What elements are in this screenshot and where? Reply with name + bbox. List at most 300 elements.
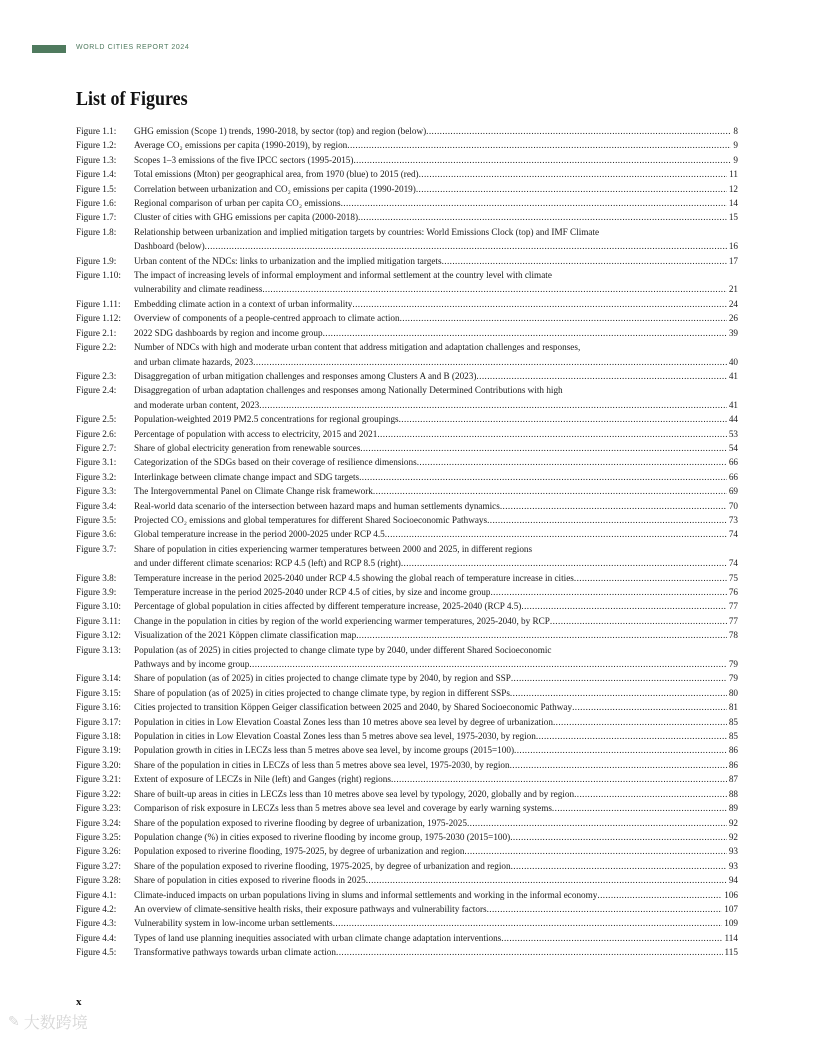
figure-page-number[interactable]: 9 [733, 154, 738, 165]
figure-caption-text: Percentage of global population in cities affected by different temperature increase, 2025-2040 (RCP 4.5) [134, 601, 522, 612]
figure-caption-line [134, 470, 738, 484]
figure-page-number[interactable]: 79 [728, 673, 738, 684]
figure-page-number[interactable]: 93 [728, 860, 738, 871]
figure-caption-line [134, 931, 738, 945]
dot-leader [501, 931, 722, 945]
figure-caption-text: Pathways and by income group [134, 659, 250, 670]
figure-caption [134, 542, 738, 571]
figure-entry[interactable] [76, 513, 738, 527]
figure-caption-text: Share of population (as of 2025) in cities projected to change climate type, by region in different SSPs [134, 687, 510, 698]
dot-leader [359, 470, 727, 484]
figure-entry[interactable] [76, 340, 738, 369]
figure-caption-line [134, 542, 738, 556]
figure-entry[interactable] [76, 585, 738, 599]
figure-caption-text: Disaggregation of urban adaptation challenges and responses among Nationally Determined Contributions with high [134, 385, 563, 396]
figure-number: Figure 3.19: [76, 745, 121, 756]
dot-leader [341, 196, 727, 210]
dot-leader [510, 686, 727, 700]
figure-entry[interactable] [76, 816, 738, 830]
figure-caption-text: Number of NDCs with high and moderate urban content that address mitigation and adaptation challenges and responses, [134, 342, 581, 353]
figure-number: Figure 3.4: [76, 500, 117, 511]
figure-caption-text: Population (as of 2025) in cities projected to change climate type by 2040, under different Shared Socioeconomic [134, 644, 552, 655]
figure-page-number[interactable]: 53 [728, 428, 738, 439]
figure-caption-line [134, 686, 738, 700]
figure-entry[interactable] [76, 686, 738, 700]
dot-leader [464, 844, 726, 858]
figure-entry[interactable] [76, 412, 738, 426]
figure-number: Figure 2.4: [76, 385, 117, 396]
figure-page-number[interactable]: 78 [728, 630, 738, 641]
figure-caption-line [134, 599, 738, 613]
figure-number: Figure 3.3: [76, 486, 117, 497]
figure-page-number[interactable]: 88 [728, 788, 738, 799]
figure-caption-text: Overview of components of a people-centred approach to climate action [134, 313, 400, 324]
figure-caption-line [134, 614, 738, 628]
figure-page-number[interactable]: 12 [728, 183, 738, 194]
figure-caption-line [134, 355, 738, 369]
dot-leader [574, 571, 727, 585]
figure-entry[interactable] [76, 873, 738, 887]
figure-caption [134, 931, 738, 945]
figure-number: Figure 1.11: [76, 298, 121, 309]
dot-leader [391, 772, 727, 786]
figure-number: Figure 3.11: [76, 615, 121, 626]
figure-caption-line [134, 830, 738, 844]
figure-number: Figure 3.1: [76, 457, 117, 468]
figure-page-number[interactable]: 77 [728, 601, 738, 612]
figure-caption-line [134, 484, 738, 498]
figure-caption-text: Share of population (as of 2025) in cities projected to change climate type by 2040, by region and SSP [134, 673, 511, 684]
figure-number: Figure 3.16: [76, 702, 121, 713]
dot-leader [385, 527, 727, 541]
figure-number: Figure 4.3: [76, 918, 117, 929]
figure-entry[interactable] [76, 441, 738, 455]
figure-number: Figure 1.1: [76, 126, 117, 136]
figure-caption [134, 441, 738, 455]
figure-number: Figure 1.2: [76, 140, 117, 151]
figure-entry[interactable] [76, 931, 738, 945]
figure-number: Figure 2.5: [76, 414, 117, 425]
figure-caption-text: Share of global electricity generation from renewable sources [134, 442, 361, 453]
header-accent-bar [32, 45, 66, 53]
figure-page-number[interactable]: 66 [728, 471, 738, 482]
figure-caption-line [134, 527, 738, 541]
figure-caption [134, 383, 738, 412]
figure-entry[interactable] [76, 254, 738, 268]
figure-entry[interactable] [76, 124, 738, 138]
figure-entry[interactable] [76, 614, 738, 628]
figure-entry[interactable] [76, 628, 738, 642]
figure-number: Figure 4.1: [76, 889, 117, 900]
figure-caption-line [134, 945, 738, 959]
figure-page-number[interactable]: 115 [724, 947, 738, 958]
figure-page-number[interactable]: 80 [728, 687, 738, 698]
figure-entry[interactable] [76, 499, 738, 513]
page-number: x [76, 996, 82, 1008]
figure-caption [134, 628, 738, 642]
figure-caption-text: Share of the population in cities in LECZs of less than 5 metres above sea level, 1975-2030, by region [134, 759, 510, 770]
dot-leader [574, 787, 727, 801]
figure-number: Figure 3.18: [76, 731, 121, 742]
figure-page-number[interactable]: 85 [728, 716, 738, 727]
figure-caption-line [134, 700, 738, 714]
figure-page-number[interactable]: 86 [728, 759, 738, 770]
figure-entry[interactable] [76, 787, 738, 801]
figure-caption-text: Global temperature increase in the period 2000-2025 under RCP 4.5 [134, 529, 385, 540]
figure-entry[interactable] [76, 643, 738, 672]
figure-number: Figure 3.6: [76, 529, 117, 540]
figure-entry[interactable] [76, 369, 738, 383]
figure-caption-text: Population in cities in Low Elevation Coastal Zones less than 5 metres above sea level, 1975-2030, by region [134, 731, 536, 742]
figure-entry[interactable] [76, 311, 738, 325]
figure-page-number[interactable]: 40 [728, 356, 738, 367]
figure-number: Figure 3.21: [76, 774, 121, 785]
figure-entry[interactable] [76, 916, 738, 930]
figure-caption [134, 758, 738, 772]
figure-number: Figure 3.9: [76, 587, 117, 597]
figure-number: Figure 2.2: [76, 342, 117, 353]
figure-number: Figure 3.24: [76, 817, 121, 828]
figure-page-number[interactable]: 92 [728, 831, 738, 842]
dot-leader [352, 297, 726, 311]
figure-entry[interactable] [76, 945, 738, 959]
figure-caption-text: Temperature increase in the period 2025-2040 under RCP 4.5 of cities, by size and income group [134, 587, 491, 597]
dot-leader [597, 888, 722, 902]
figure-caption [134, 772, 738, 786]
figure-number: Figure 1.3: [76, 154, 117, 165]
figure-page-number[interactable]: 87 [728, 774, 738, 785]
figure-caption-text: vulnerability and climate readiness [134, 284, 263, 295]
figure-caption [134, 671, 738, 685]
figure-caption-line [134, 556, 738, 570]
figure-caption-line [134, 138, 738, 152]
dot-leader [400, 311, 727, 325]
figure-caption-text: Climate-induced impacts on urban populations living in slums and informal settlements and working in the informal economy [134, 889, 598, 900]
dot-leader [572, 700, 727, 714]
figure-entry[interactable] [76, 599, 738, 613]
figure-page-number[interactable]: 77 [728, 615, 738, 626]
figure-caption-line [134, 671, 738, 685]
dot-leader [336, 945, 723, 959]
dot-leader [536, 729, 727, 743]
figure-number: Figure 3.8: [76, 572, 117, 583]
figure-caption-line [134, 729, 738, 743]
figure-page-number[interactable]: 66 [728, 457, 738, 468]
figure-entry[interactable] [76, 859, 738, 873]
figure-caption-text: Average CO₂ emissions per capita (1990-2019), by region [134, 140, 348, 151]
figure-page-number[interactable]: 107 [724, 903, 738, 914]
figure-caption-line [134, 297, 738, 311]
figure-entry[interactable] [76, 844, 738, 858]
figure-number: Figure 1.8: [76, 226, 117, 237]
figure-caption-line [134, 787, 738, 801]
figure-entry[interactable] [76, 902, 738, 916]
figure-page-number[interactable]: 74 [728, 529, 738, 540]
figure-caption [134, 801, 738, 815]
figure-caption-line [134, 455, 738, 469]
figure-caption-text: Share of population in cities exposed to riverine floods in 2025 [134, 875, 366, 886]
dot-leader [487, 902, 723, 916]
figure-page-number[interactable]: 39 [728, 327, 738, 338]
figure-caption-line [134, 772, 738, 786]
dot-leader [360, 441, 727, 455]
figure-page-number[interactable]: 94 [728, 875, 738, 886]
figure-page-number[interactable]: 26 [728, 313, 738, 324]
dot-leader [490, 585, 726, 599]
figure-caption-line [134, 268, 738, 282]
figure-caption [134, 585, 738, 599]
figure-page-number[interactable]: 74 [728, 558, 738, 569]
figure-page-number[interactable]: 89 [728, 803, 738, 814]
figure-caption-text: Population growth in cities in LECZs less than 5 metres above sea level, by income groups (2015=100) [134, 745, 515, 756]
dot-leader [521, 599, 726, 613]
figure-page-number[interactable]: 41 [728, 370, 738, 381]
figure-caption-text: Population-weighted 2019 PM2.5 concentrations for regional groupings [134, 414, 399, 425]
figure-caption-line [134, 715, 738, 729]
figure-entry[interactable] [76, 527, 738, 541]
figure-entry[interactable] [76, 484, 738, 498]
figure-page-number[interactable]: 41 [728, 399, 738, 410]
dot-leader [510, 758, 727, 772]
figure-caption-text: Interlinkage between climate change impact and SDG targets [134, 471, 360, 482]
figure-caption [134, 167, 738, 181]
figure-list [76, 124, 738, 960]
figure-entry[interactable] [76, 297, 738, 311]
figure-page-number[interactable]: 75 [728, 572, 738, 583]
figure-caption-text: The Intergovernmental Panel on Climate Change risk framework [134, 486, 373, 497]
figure-caption-text: Real-world data scenario of the intersection between hazard maps and human settlements dynamics [134, 500, 500, 511]
figure-page-number[interactable]: 106 [724, 889, 738, 900]
figure-caption-text: Correlation between urbanization and CO₂ emissions per capita (1990-2019) [134, 183, 416, 194]
figure-entry[interactable] [76, 888, 738, 902]
figure-caption-line [134, 902, 738, 916]
figure-page-number[interactable]: 21 [728, 284, 738, 295]
figure-page-number[interactable]: 93 [728, 846, 738, 857]
figure-entry[interactable] [76, 268, 738, 297]
figure-entry[interactable] [76, 729, 738, 743]
figure-entry[interactable] [76, 138, 738, 152]
dot-leader [249, 657, 726, 671]
figure-caption-text: Categorization of the SDGs based on their coverage of resilience dimensions [134, 457, 417, 468]
watermark-text: 大数跨境 [23, 1013, 88, 1032]
dot-leader [417, 455, 727, 469]
figure-caption [134, 369, 738, 383]
figure-caption [134, 455, 738, 469]
figure-page-number[interactable]: 14 [728, 198, 738, 209]
figure-caption-line [134, 873, 738, 887]
dot-leader [262, 282, 726, 296]
figure-caption-line [134, 859, 738, 873]
figure-caption [134, 124, 738, 138]
figure-caption-text: Share of population in cities experiencing warmer temperatures between 2000 and 2025, in different regions [134, 543, 533, 554]
figure-caption-text: Population exposed to riverine flooding, 1975-2025, by degree of urbanization and region [134, 846, 465, 857]
figure-number: Figure 3.27: [76, 860, 121, 871]
figure-entry[interactable] [76, 153, 738, 167]
figure-caption-text: Percentage of population with access to electricity, 2015 and 2021 [134, 428, 378, 439]
figure-page-number[interactable]: 16 [728, 241, 738, 252]
figure-caption [134, 268, 738, 297]
figure-number: Figure 1.6: [76, 198, 117, 209]
figure-caption-text: 2022 SDG dashboards by region and income group [134, 327, 323, 338]
figure-number: Figure 2.1: [76, 327, 117, 338]
figure-caption-line [134, 888, 738, 902]
figure-caption [134, 138, 738, 152]
figure-page-number[interactable]: 85 [728, 731, 738, 742]
figure-caption-line [134, 801, 738, 815]
figure-page-number[interactable]: 8 [733, 126, 738, 136]
figure-entry[interactable] [76, 427, 738, 441]
figure-page-number[interactable]: 54 [728, 442, 738, 453]
dot-leader [467, 816, 727, 830]
dot-leader [476, 369, 726, 383]
figure-caption-line [134, 628, 738, 642]
figure-number: Figure 3.13: [76, 644, 121, 655]
figure-caption-text: Disaggregation of urban mitigation challenges and responses among Clusters A and B (2023) [134, 370, 477, 381]
figure-caption [134, 297, 738, 311]
figure-caption [134, 916, 738, 930]
figure-caption-text: Change in the population in cities by region of the world experiencing warmer temperatures, 2025-2040, by RCP [134, 615, 550, 626]
figure-number: Figure 1.10: [76, 270, 121, 281]
figure-caption-text: and moderate urban content, 2023 [134, 399, 260, 410]
figure-caption-line [134, 398, 738, 412]
figure-number: Figure 4.2: [76, 903, 117, 914]
figure-caption-line [134, 254, 738, 268]
figure-entry[interactable] [76, 167, 738, 181]
figure-page-number[interactable]: 70 [728, 500, 738, 511]
figure-number: Figure 2.6: [76, 428, 117, 439]
figure-number: Figure 1.5: [76, 183, 117, 194]
figure-caption-text: Temperature increase in the period 2025-2040 under RCP 4.5 showing the global reach of temperature increase in cities [134, 572, 574, 583]
figure-caption-line [134, 167, 738, 181]
figure-number: Figure 4.5: [76, 947, 117, 958]
dot-leader [510, 830, 727, 844]
figure-entry[interactable] [76, 196, 738, 210]
dot-leader [333, 916, 722, 930]
figure-number: Figure 3.22: [76, 788, 121, 799]
figure-entry[interactable] [76, 772, 738, 786]
figure-caption-line [134, 383, 738, 397]
figure-caption-line [134, 311, 738, 325]
figure-caption [134, 153, 738, 167]
watermark [8, 1010, 88, 1033]
figure-caption-text: Embedding climate action in a context of urban informality [134, 298, 353, 309]
dot-leader [347, 138, 731, 152]
figure-caption [134, 210, 738, 224]
figure-caption [134, 196, 738, 210]
figure-entry[interactable] [76, 700, 738, 714]
figure-page-number[interactable]: 79 [728, 659, 738, 670]
figure-number: Figure 1.4: [76, 169, 117, 180]
figure-caption-text: The impact of increasing levels of informal employment and informal settlement at the country level with climate [134, 270, 552, 281]
figure-entry[interactable] [76, 743, 738, 757]
figure-number: Figure 3.5: [76, 514, 117, 525]
figure-entry[interactable] [76, 326, 738, 340]
figure-page-number[interactable]: 15 [728, 212, 738, 223]
figure-caption-text: GHG emission (Scope 1) trends, 1990-2018, by sector (top) and region (below) [134, 126, 427, 136]
figure-caption-line [134, 369, 738, 383]
dot-leader [500, 499, 727, 513]
figure-caption-text: Vulnerability system in low-income urban settlements [134, 918, 333, 929]
figure-entry[interactable] [76, 210, 738, 224]
figure-entry[interactable] [76, 182, 738, 196]
figure-page-number[interactable]: 114 [724, 932, 738, 943]
figure-page-number[interactable]: 86 [728, 745, 738, 756]
dot-leader [419, 167, 728, 181]
figure-caption [134, 527, 738, 541]
figure-caption [134, 700, 738, 714]
figure-entry[interactable] [76, 225, 738, 254]
figure-caption [134, 225, 738, 254]
figure-caption [134, 787, 738, 801]
figure-caption-text: Visualization of the 2021 Köppen climate classification map [134, 630, 357, 641]
dot-leader [550, 614, 727, 628]
figure-caption [134, 729, 738, 743]
figure-page-number[interactable]: 92 [728, 817, 738, 828]
figure-caption [134, 599, 738, 613]
dot-leader [399, 412, 727, 426]
figure-number: Figure 2.7: [76, 442, 117, 453]
dot-leader [401, 556, 727, 570]
dot-leader [373, 484, 727, 498]
figure-number: Figure 4.4: [76, 932, 117, 943]
figure-page-number[interactable]: 17 [728, 255, 738, 266]
figure-page-number[interactable]: 24 [728, 298, 738, 309]
figure-page-number[interactable]: 11 [729, 169, 738, 180]
figure-caption-line [134, 340, 738, 354]
dot-leader [552, 801, 727, 815]
figure-caption [134, 513, 738, 527]
figure-caption [134, 643, 738, 672]
figure-number: Figure 3.23: [76, 803, 121, 814]
figure-entry[interactable] [76, 455, 738, 469]
figure-caption-line [134, 758, 738, 772]
figure-caption-text: Population in cities in Low Elevation Coastal Zones less than 10 metres above sea level by degree of urbanization [134, 716, 553, 727]
figure-caption-text: Population change (%) in cities exposed to riverine flooding by income group, 1975-2030 (2015=100) [134, 831, 511, 842]
dot-leader [514, 743, 727, 757]
figure-page-number[interactable]: 44 [728, 414, 738, 425]
figure-page-number[interactable]: 109 [724, 918, 738, 929]
figure-entry[interactable] [76, 542, 738, 571]
figure-caption-text: Total emissions (Mton) per geographical area, from 1970 (blue) to 2015 (red) [134, 169, 419, 180]
figure-caption [134, 945, 738, 959]
figure-caption [134, 470, 738, 484]
figure-entry[interactable] [76, 830, 738, 844]
figure-caption-line [134, 585, 738, 599]
dot-leader [259, 398, 727, 412]
figure-entry[interactable] [76, 383, 738, 412]
figure-page-number[interactable]: 9 [733, 140, 738, 151]
figure-caption-line [134, 412, 738, 426]
figure-entry[interactable] [76, 470, 738, 484]
figure-entry[interactable] [76, 671, 738, 685]
figure-caption-text: and urban climate hazards, 2023 [134, 356, 254, 367]
figure-caption [134, 311, 738, 325]
figure-entry[interactable] [76, 715, 738, 729]
figure-page-number[interactable]: 73 [728, 514, 738, 525]
figure-page-number[interactable]: 81 [728, 702, 738, 713]
dot-leader [323, 326, 727, 340]
figure-page-number[interactable]: 76 [728, 587, 738, 597]
figure-caption-text: Share of the population exposed to riverine flooding, 1975-2025, by degree of urbanization and region [134, 860, 511, 871]
figure-caption-text: Types of land use planning inequities associated with urban climate change adaptation interventions [134, 932, 502, 943]
figure-caption [134, 484, 738, 498]
figure-caption [134, 830, 738, 844]
figure-entry[interactable] [76, 571, 738, 585]
figure-entry[interactable] [76, 801, 738, 815]
figure-caption-line [134, 182, 738, 196]
figure-page-number[interactable]: 69 [728, 486, 738, 497]
figure-entry[interactable] [76, 758, 738, 772]
